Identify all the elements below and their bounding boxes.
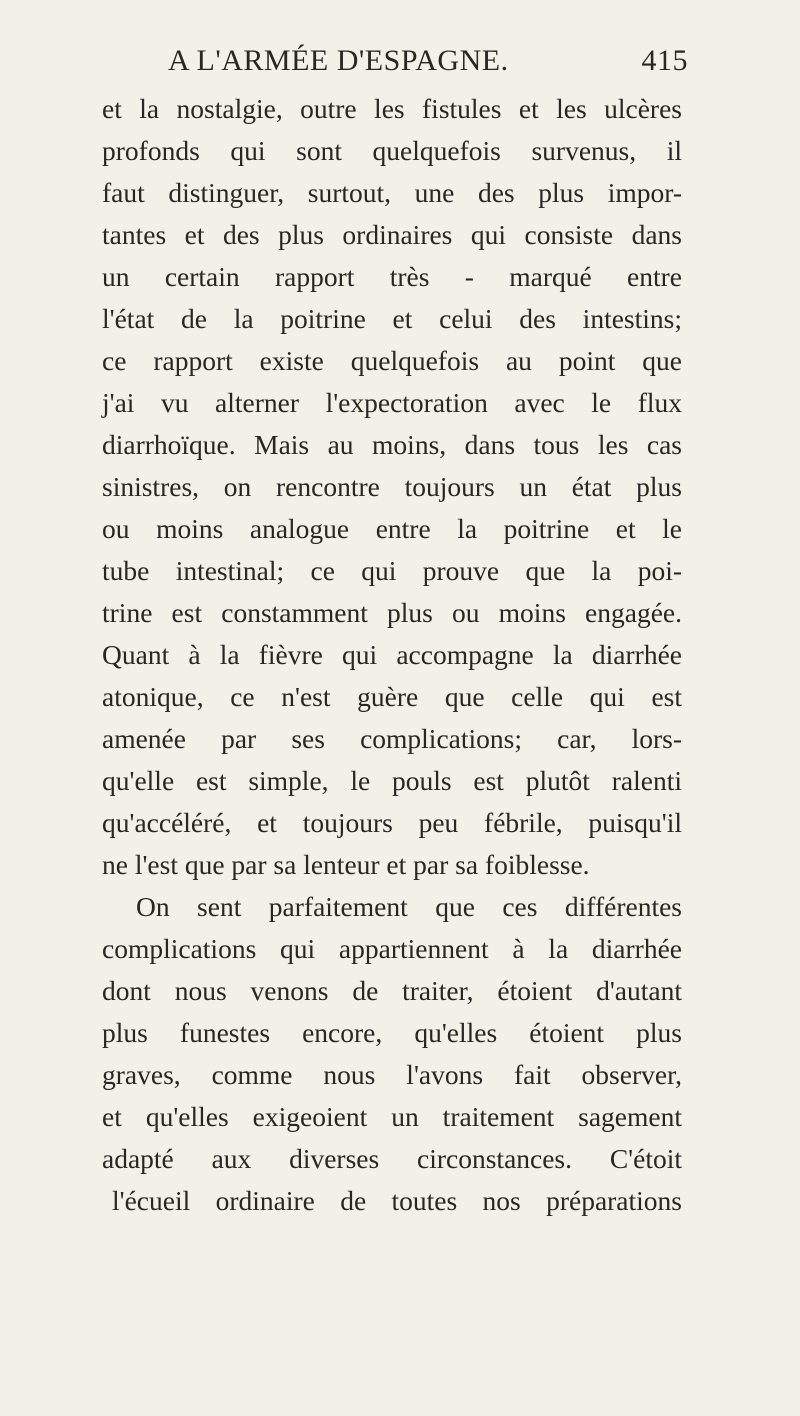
- text-line: un certain rapport très - marqué entre: [102, 261, 682, 292]
- text-line: qu'accéléré, et toujours peu fébrile, puisqu'il: [102, 807, 682, 838]
- text-line: ce rapport existe quelquefois au point que: [102, 345, 682, 376]
- text-line: Quant à la fièvre qui accompagne la diarrhée: [102, 639, 682, 670]
- text-line: tube intestinal; ce qui prouve que la poi-: [102, 555, 682, 586]
- text-line: graves, comme nous l'avons fait observer,: [102, 1059, 682, 1090]
- text-line: ne l'est que par sa lenteur et par sa foiblesse.: [102, 849, 590, 880]
- text-line: sinistres, on rencontre toujours un état plus: [102, 471, 682, 502]
- text-line: plus funestes encore, qu'elles étoient plus: [102, 1017, 682, 1048]
- text-line: tantes et des plus ordinaires qui consiste dans: [102, 219, 682, 250]
- text-line: l'état de la poitrine et celui des intestins;: [102, 303, 682, 334]
- text-line: et la nostalgie, outre les fistules et les ulcères: [102, 93, 682, 124]
- text-line: j'ai vu alterner l'expectoration avec le flux: [102, 387, 682, 418]
- page-header: [168, 44, 688, 84]
- body-text: [102, 88, 682, 1222]
- text-line: On sent parfaitement que ces différentes: [136, 891, 682, 922]
- text-line: diarrhoïque. Mais au moins, dans tous les cas: [102, 429, 682, 460]
- text-line: qu'elle est simple, le pouls est plutôt ralenti: [102, 765, 682, 796]
- text-line: et qu'elles exigeoient un traitement sagement: [102, 1101, 682, 1132]
- text-line: atonique, ce n'est guère que celle qui est: [102, 681, 682, 712]
- text-line: trine est constamment plus ou moins engagée.: [102, 597, 682, 628]
- text-line: adapté aux diverses circonstances. C'étoit: [102, 1143, 682, 1174]
- text-line: profonds qui sont quelquefois survenus, il: [102, 135, 682, 166]
- text-line: amenée par ses complications; car, lors-: [102, 723, 682, 754]
- running-title: A L'ARMÉE D'ESPAGNE.: [168, 44, 509, 77]
- text-line: faut distinguer, surtout, une des plus impor-: [102, 177, 682, 208]
- text-line: dont nous venons de traiter, étoient d'autant: [102, 975, 682, 1006]
- page-number: 415: [641, 44, 688, 77]
- text-line: ou moins analogue entre la poitrine et le: [102, 513, 682, 544]
- text-line: complications qui appartiennent à la diarrhée: [102, 933, 682, 964]
- text-line: l'écueil ordinaire de toutes nos préparations: [112, 1185, 682, 1216]
